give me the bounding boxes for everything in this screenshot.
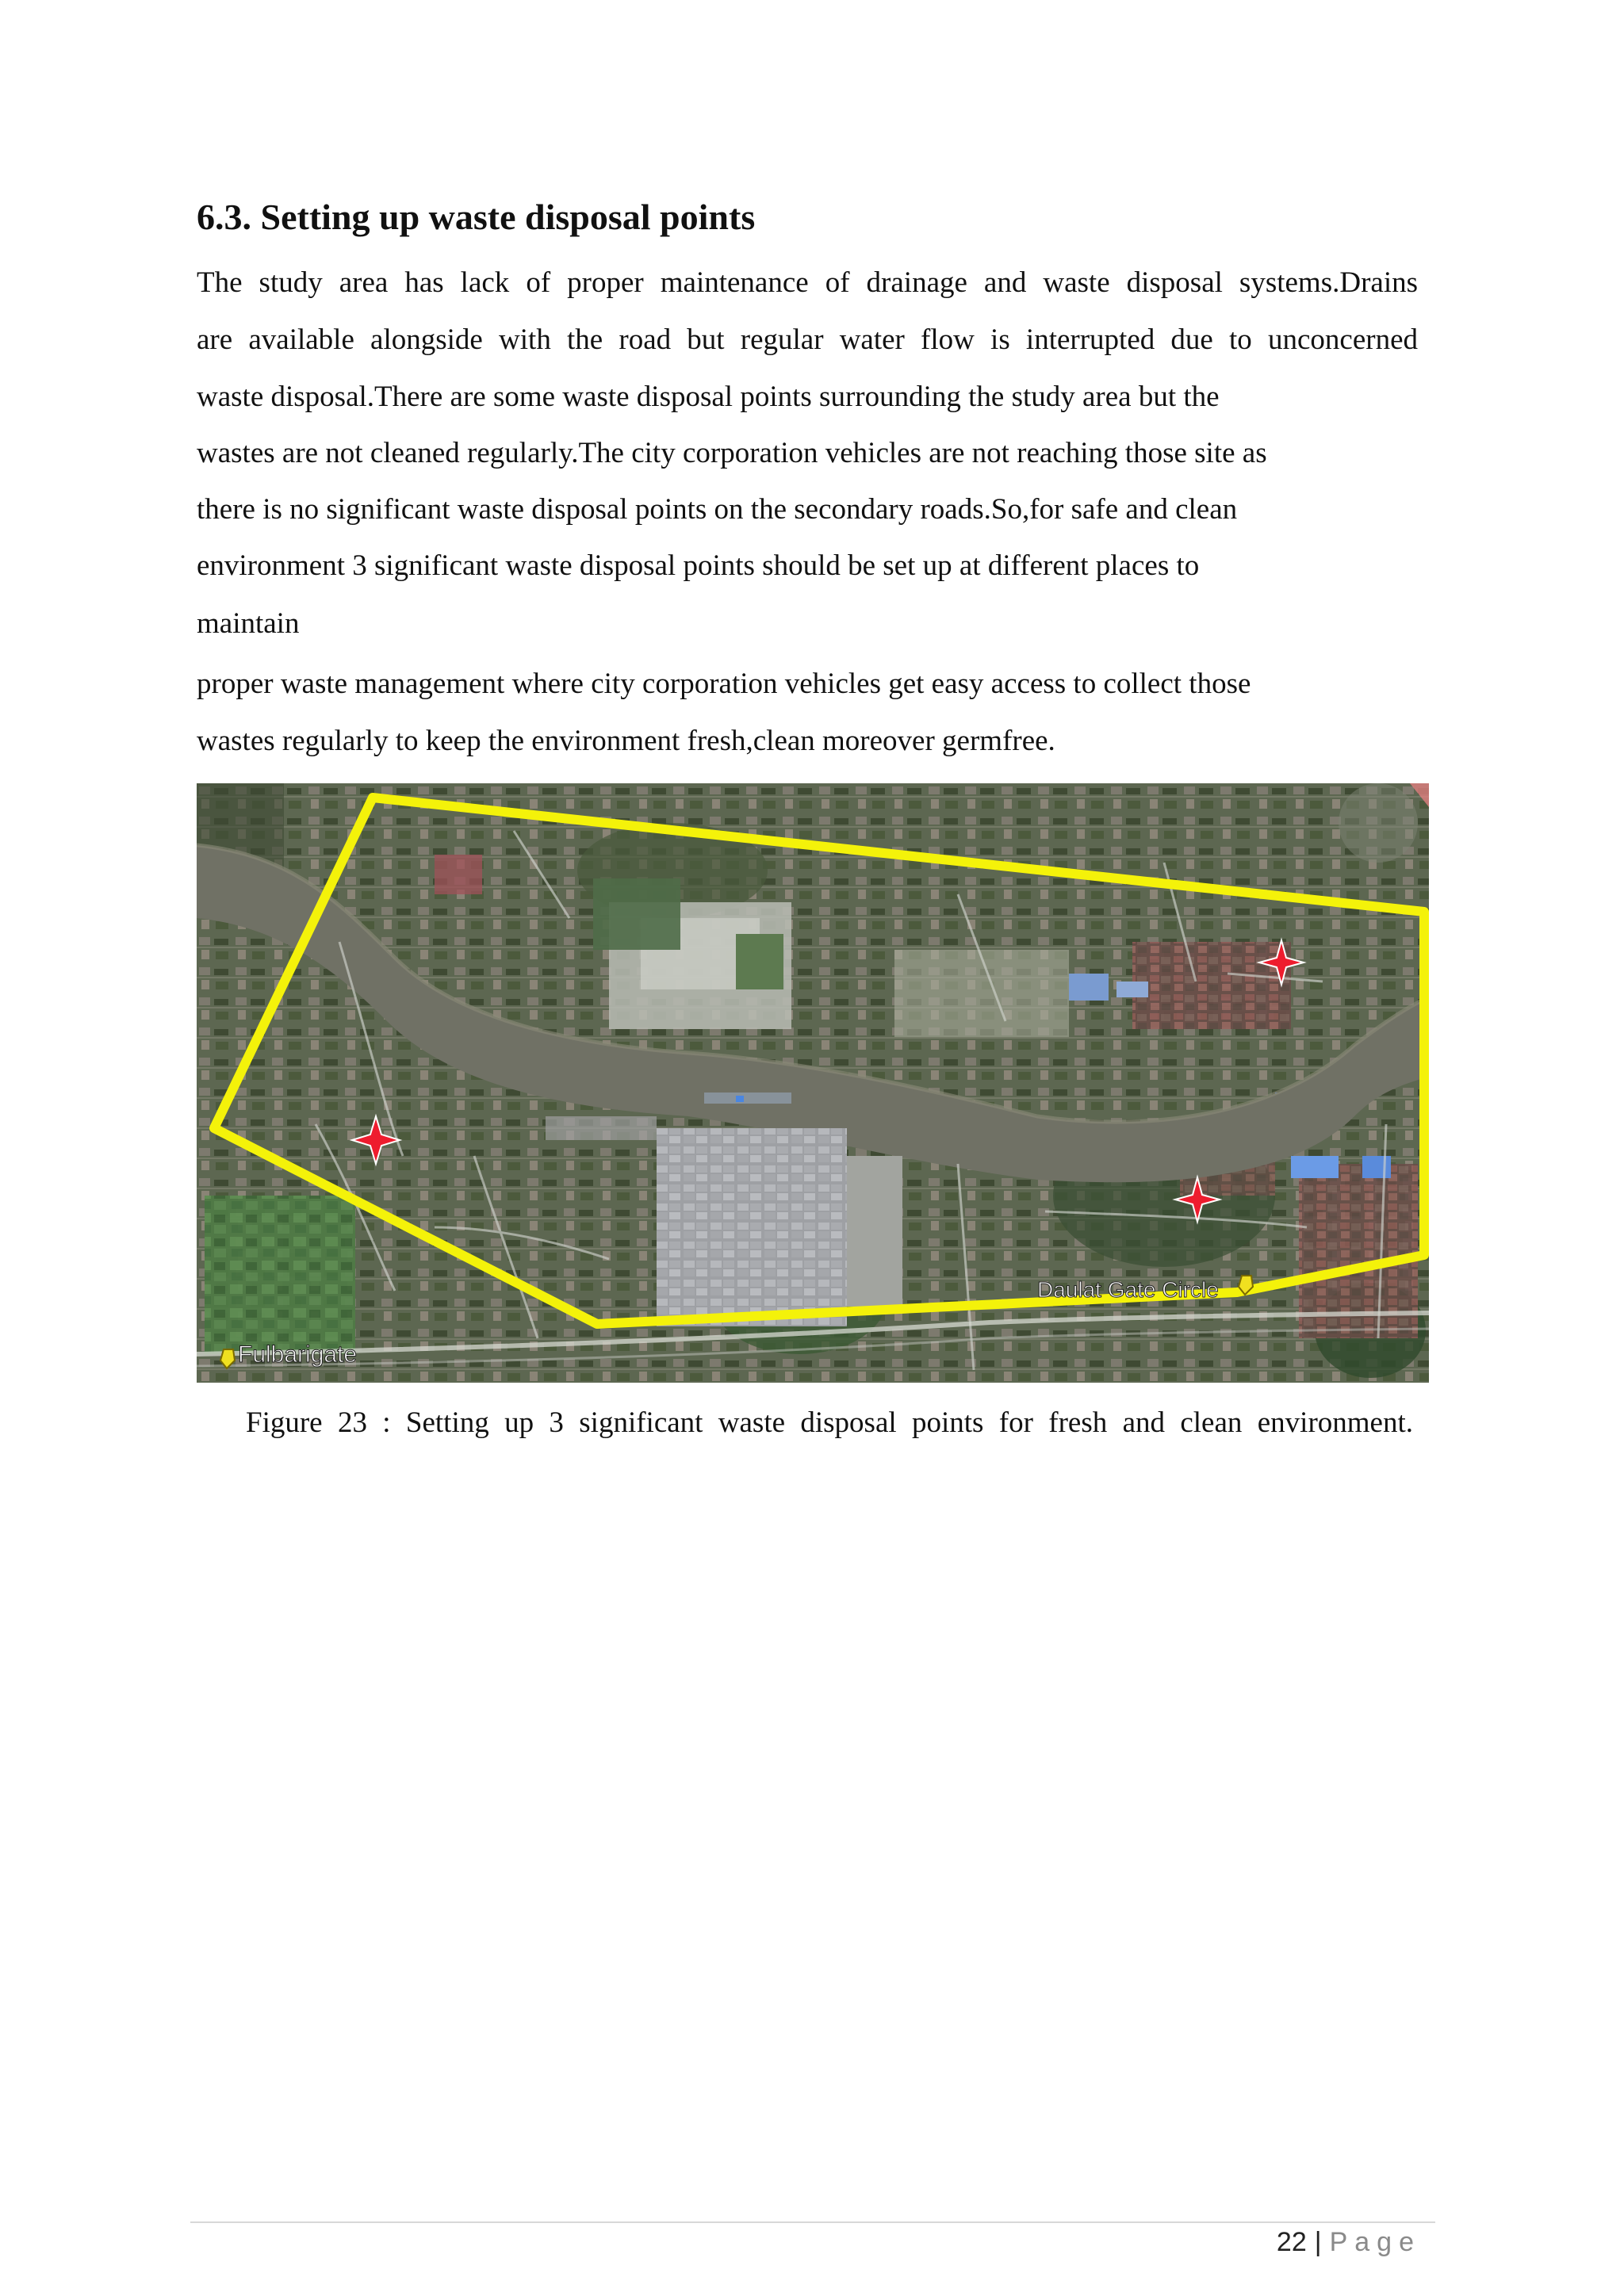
paragraph-line: wastes are not cleaned regularly.The city corporation vehicles are not reaching those site as <box>197 437 1267 469</box>
page-label: Page <box>1329 2227 1421 2257</box>
paragraph-line: environment 3 significant waste disposal points should be set up at different places to <box>197 549 1200 582</box>
paragraph-line: The study area has lack of proper maintenance of drainage and waste disposal systems.Drains <box>197 266 1418 299</box>
paragraph-line: are available alongside with the road but regular water flow is interrupted due to unconcerned <box>197 323 1418 356</box>
satellite-map-figure <box>197 783 1429 1383</box>
paragraph-line: waste disposal.There are some waste disposal points surrounding the study area but the <box>197 381 1220 413</box>
section-heading: 6.3. Setting up waste disposal points <box>197 197 756 237</box>
page-number: 22 <box>1276 2227 1307 2257</box>
satellite-map <box>197 783 1429 1383</box>
paragraph-line: maintain <box>197 607 300 640</box>
page-footer <box>1277 2225 1421 2260</box>
footer-divider <box>190 2221 1435 2223</box>
paragraph-line: wastes regularly to keep the environment fresh,clean moreover germfree. <box>197 725 1055 757</box>
footer-separator: | <box>1314 2227 1322 2257</box>
map-label-fulbarigate: Fulbarigate <box>238 1341 358 1368</box>
figure-caption: Figure 23 : Setting up 3 significant waste disposal points for fresh and clean environment. <box>246 1406 1413 1439</box>
paragraph-line: there is no significant waste disposal points on the secondary roads.So,for safe and clean <box>197 493 1238 526</box>
map-label-gate-circle: Daulat Gate Circle <box>1037 1277 1219 1302</box>
paragraph-line: proper waste management where city corporation vehicles get easy access to collect those <box>197 668 1251 700</box>
